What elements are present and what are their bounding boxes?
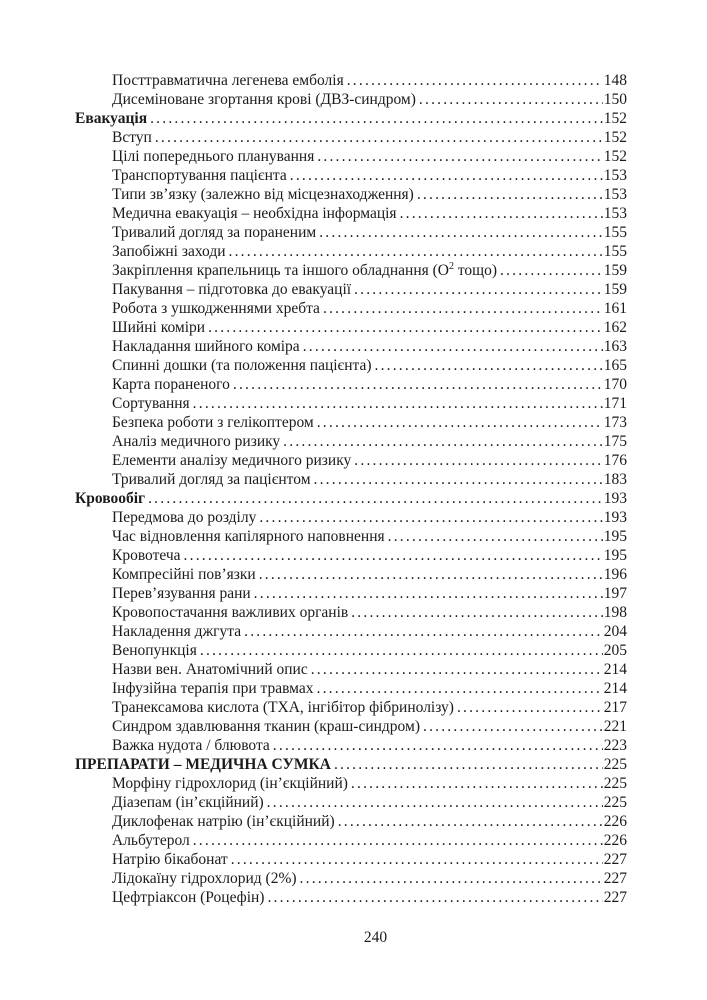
toc-entry-title: Типи зв’язку (залежно від місцезнаходження) [112, 186, 414, 203]
dot-leader [229, 242, 603, 261]
toc-entry-title: Аналіз медичного ризику [112, 433, 281, 450]
dot-leader [351, 603, 603, 622]
toc-entry-title: Посттравматична легенева емболія [112, 72, 344, 89]
toc-page-number: 153 [603, 186, 627, 203]
toc-page-number: 162 [603, 319, 627, 336]
toc-page-number: 152 [603, 110, 627, 127]
toc-entry-title: Компресійні пов’язки [112, 566, 256, 583]
dot-leader [184, 546, 603, 565]
toc-page-number: 226 [603, 832, 627, 849]
dot-leader [400, 204, 603, 223]
toc-entry-title: Синдром здавлювання тканин (краш-синдром) [112, 718, 420, 735]
toc-page-number: 171 [603, 395, 627, 412]
toc-entry-row [75, 660, 627, 679]
toc-page-number: 227 [603, 870, 627, 887]
toc-entry-title: Накладення джгута [112, 623, 242, 640]
toc-section-title: Евакуація [75, 110, 148, 127]
dot-leader [317, 413, 603, 432]
dot-leader [423, 717, 603, 736]
toc-entry-title: Діазепам (ін’єкційний) [112, 794, 264, 811]
dot-leader [419, 90, 603, 109]
dot-leader [319, 223, 603, 242]
dot-leader [317, 679, 603, 698]
toc-entry-title: Тривалий догляд за пораненим [112, 224, 317, 241]
toc-entry-title: Морфіну гідрохлорид (ін’єкційний) [112, 775, 348, 792]
toc-entry-row [75, 166, 627, 185]
dot-leader [193, 394, 603, 413]
toc-entry-row [75, 375, 627, 394]
toc-entry-title: Час відновлення капілярного наповнення [112, 528, 385, 545]
dot-leader [334, 755, 603, 774]
toc-entry-title: Накладання шийного коміра [112, 338, 300, 355]
dot-leader [267, 888, 602, 907]
toc-page-number: 214 [603, 661, 627, 678]
dot-leader [314, 470, 603, 489]
toc-page-number: 175 [603, 433, 627, 450]
toc-entry-title: Запобіжні заходи [112, 243, 226, 260]
toc-entry-row [75, 337, 627, 356]
table-of-contents [75, 71, 627, 907]
dot-leader [311, 660, 603, 679]
toc-page-number: 225 [603, 775, 627, 792]
toc-page-number: 227 [603, 889, 627, 906]
toc-section-row [75, 109, 627, 128]
toc-entry-title: Кровотеча [112, 547, 181, 564]
toc-page-number: 221 [603, 718, 627, 735]
toc-page-number: 217 [603, 699, 627, 716]
toc-entry-row [75, 546, 627, 565]
dot-leader [254, 584, 603, 603]
toc-page-number: 195 [603, 528, 627, 545]
dot-leader [317, 147, 602, 166]
toc-entry-row [75, 356, 627, 375]
toc-page-number: 155 [603, 224, 627, 241]
toc-entry-row [75, 508, 627, 527]
toc-page-number: 223 [603, 737, 627, 754]
toc-entry-title: Шийні коміри [112, 319, 206, 336]
toc-entry-title: Перев’язування рани [112, 585, 251, 602]
dot-leader [303, 337, 603, 356]
toc-entry-row [75, 717, 627, 736]
toc-entry-title: Назви вен. Анатомічний опис [112, 661, 308, 678]
toc-page-number: 226 [603, 813, 627, 830]
toc-entry-title: Транексамова кислота (ТХА, інгібітор фібринолізу) [112, 699, 454, 716]
toc-entry-row [75, 299, 627, 318]
toc-entry-row [75, 527, 627, 546]
toc-page-number: 155 [603, 243, 627, 260]
toc-page-number: 183 [603, 471, 627, 488]
toc-entry-title: Кровопостачання важливих органів [112, 604, 349, 621]
dot-leader [338, 812, 603, 831]
toc-page-number: 193 [603, 509, 627, 526]
toc-entry-title: Цефтріаксон (Роцефін) [112, 889, 265, 906]
toc-page-number: 204 [603, 623, 627, 640]
toc-page-number: 159 [603, 281, 627, 298]
dot-leader [244, 622, 603, 641]
toc-page-number: 176 [603, 452, 627, 469]
toc-entry-row [75, 869, 627, 888]
toc-entry-row [75, 850, 627, 869]
superscript-text: 2 [448, 260, 454, 272]
toc-entry-title: Тривалий догляд за пацієнтом [112, 471, 311, 488]
toc-entry-title: Елементи аналізу медичного ризику [112, 452, 352, 469]
toc-page-number: 205 [603, 642, 627, 659]
toc-page-number: 195 [603, 547, 627, 564]
toc-entry-title: Карта пораненого [112, 376, 230, 393]
toc-page-number: 161 [603, 300, 627, 317]
toc-entry-row [75, 831, 627, 850]
toc-entry-title: Інфузійна терапія при травмах [112, 680, 314, 697]
toc-entry-row [75, 413, 627, 432]
toc-entry-title: Сортування [112, 395, 190, 412]
toc-page-number: 165 [603, 357, 627, 374]
dot-leader [347, 71, 603, 90]
toc-section-title: Кровообіг [75, 490, 146, 507]
toc-entry-title: Пакування – підготовка до евакуації [112, 281, 352, 298]
dot-leader [354, 451, 602, 470]
toc-page-number: 227 [603, 851, 627, 868]
toc-page-number: 152 [603, 129, 627, 146]
dot-leader [388, 527, 603, 546]
toc-entry-row [75, 451, 627, 470]
toc-entry-row [75, 470, 627, 489]
toc-entry-title: Спинні дошки (та положення пацієнта) [112, 357, 372, 374]
toc-entry-title: Закріплення крапельниць та іншого обладнання ($О^2$ тощо) [112, 260, 498, 279]
toc-entry-row [75, 622, 627, 641]
toc-entry-row [75, 185, 627, 204]
toc-entry-row [75, 698, 627, 717]
dot-leader [193, 831, 603, 850]
toc-entry-row [75, 128, 627, 147]
toc-page-number: 225 [603, 756, 627, 773]
toc-entry-row [75, 394, 627, 413]
dot-leader [231, 850, 603, 869]
dot-leader [155, 128, 603, 147]
toc-page-number: 150 [603, 91, 627, 108]
dot-leader [351, 774, 603, 793]
toc-entry-row [75, 204, 627, 223]
toc-page-number: 196 [603, 566, 627, 583]
toc-page-number: 159 [603, 262, 627, 279]
toc-entry-row [75, 71, 627, 90]
toc-entry-row [75, 679, 627, 698]
toc-section-title: ПРЕПАРАТИ – МЕДИЧНА СУМКА [75, 756, 331, 773]
toc-page-number: 170 [603, 376, 627, 393]
dot-leader [500, 261, 603, 280]
toc-page-number: 197 [603, 585, 627, 602]
toc-entry-title: Передмова до розділу [112, 509, 257, 526]
dot-leader [273, 736, 603, 755]
dot-leader [375, 356, 603, 375]
toc-entry-row [75, 223, 627, 242]
toc-entry-title: Дисеміноване згортання крові (ДВЗ-синдром) [112, 91, 416, 108]
toc-entry-title: Натрію бікабонат [112, 851, 228, 868]
dot-leader [323, 299, 603, 318]
dot-leader [290, 166, 603, 185]
toc-entry-title: Безпека роботи з гелікоптером [112, 414, 314, 431]
toc-entry-row [75, 793, 627, 812]
toc-entry-title: Робота з ушкодженнями хребта [112, 300, 320, 317]
toc-entry-title: Цілі попереднього планування [112, 148, 315, 165]
toc-entry-row [75, 603, 627, 622]
toc-entry-title: Альбутерол [112, 832, 190, 849]
toc-entry-row [75, 318, 627, 337]
toc-page-number: 198 [603, 604, 627, 621]
dot-leader [208, 318, 603, 337]
dot-leader [148, 489, 603, 508]
toc-entry-row [75, 641, 627, 660]
toc-entry-title: Венопункція [112, 642, 197, 659]
folio-page-number: 240 [363, 929, 388, 946]
toc-entry-row [75, 147, 627, 166]
toc-entry-row [75, 432, 627, 451]
dot-leader [457, 698, 603, 717]
toc-entry-title: Медична евакуація – необхідна інформація [112, 205, 397, 222]
dot-leader [259, 508, 602, 527]
toc-page-number: 225 [603, 794, 627, 811]
dot-leader [300, 869, 603, 888]
toc-entry-title: Диклофенак натрію (ін’єкційний) [112, 813, 335, 830]
toc-page-number: 173 [603, 414, 627, 431]
dot-leader [417, 185, 603, 204]
dot-leader [283, 432, 603, 451]
dot-leader [200, 641, 603, 660]
toc-entry-row [75, 774, 627, 793]
toc-entry-row [75, 888, 627, 907]
toc-page-number: 163 [603, 338, 627, 355]
toc-entry-row [75, 812, 627, 831]
toc-entry-title: Вступ [112, 129, 152, 146]
toc-entry-row [75, 565, 627, 584]
toc-section-row [75, 489, 627, 508]
toc-page-number: 214 [603, 680, 627, 697]
page-footer [0, 928, 707, 947]
toc-entry-row [75, 261, 627, 280]
dot-leader [259, 565, 603, 584]
toc-entry-title: Транспортування пацієнта [112, 167, 287, 184]
toc-section-row [75, 755, 627, 774]
toc-page-number: 153 [603, 205, 627, 222]
dot-leader [354, 280, 603, 299]
toc-page-number: 152 [603, 148, 627, 165]
toc-entry-row [75, 280, 627, 299]
dot-leader [150, 109, 603, 128]
toc-entry-row [75, 736, 627, 755]
toc-entry-row [75, 90, 627, 109]
toc-entry-row [75, 584, 627, 603]
dot-leader [267, 793, 603, 812]
toc-entry-title: Лідокаїну гідрохлорид (2%) [112, 870, 297, 887]
toc-entry-row [75, 242, 627, 261]
toc-entry-title: Важка нудота / блювота [112, 737, 270, 754]
dot-leader [233, 375, 603, 394]
toc-page-number: 193 [603, 490, 627, 507]
toc-page-number: 148 [603, 72, 627, 89]
toc-page-number: 153 [603, 167, 627, 184]
